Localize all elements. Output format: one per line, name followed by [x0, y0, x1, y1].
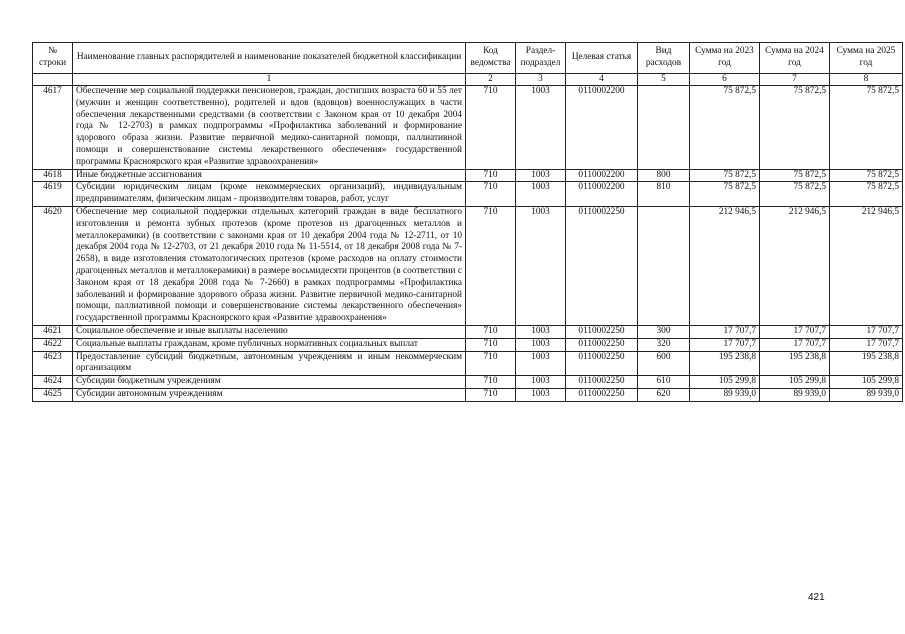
row-sum-2023: 75 872,5: [690, 182, 760, 207]
table-row: [33, 86, 903, 170]
header-section: Раздел-подраздел: [516, 43, 566, 74]
row-sum-2023: 195 238,8: [690, 351, 760, 376]
row-sum-2025: 89 939,0: [830, 388, 903, 401]
table-row: [33, 206, 903, 325]
row-name: Субсидии автономным учреждениям: [73, 388, 466, 401]
row-sum-2025: 75 872,5: [830, 182, 903, 207]
header-target: Целевая статья: [566, 43, 638, 74]
row-sum-2024: 75 872,5: [760, 86, 830, 170]
row-section: 1003: [516, 86, 566, 170]
header-sum-2025: Сумма на 2025 год: [830, 43, 903, 74]
table-row: [33, 182, 903, 207]
header-name: Наименование главных распорядителей и наименование показателей бюджетной классификации: [73, 43, 466, 74]
row-number: 4622: [33, 338, 73, 351]
row-target: 0110002200: [566, 86, 638, 170]
column-number: 7: [760, 74, 830, 86]
row-number: 4621: [33, 325, 73, 338]
row-sum-2023: 75 872,5: [690, 86, 760, 170]
row-target: 0110002250: [566, 351, 638, 376]
row-number: 4623: [33, 351, 73, 376]
row-expense: [638, 86, 690, 170]
row-dept: 710: [466, 206, 516, 325]
row-sum-2025: 17 707,7: [830, 325, 903, 338]
row-number: 4625: [33, 388, 73, 401]
row-number: 4617: [33, 86, 73, 170]
row-target: 0110002200: [566, 182, 638, 207]
row-target: 0110002200: [566, 169, 638, 182]
row-sum-2025: 75 872,5: [830, 169, 903, 182]
row-section: 1003: [516, 388, 566, 401]
page-number: 421: [808, 592, 825, 603]
column-number: 1: [73, 74, 466, 86]
row-dept: 710: [466, 169, 516, 182]
row-sum-2023: 89 939,0: [690, 388, 760, 401]
row-name: Обеспечение мер социальной поддержки отдельных категорий граждан в виде бесплатного изготовления и ремонта зубных протезов (кроме протезов из драгоценных металлов и металлокерамики) (в соответствии с законами края от 10 декабря 2004 года № 12-2711, от 10 декабря 2004 года № 12-2703, от 21 декабря 2010 года № 11-5514, от 18 декабря 2008 года № 7-2658), в виде изготовления стоматологических протезов (кроме расходов на оплату стоимости драгоценных металлов и металлокерамики) в размере восьмидесяти процентов (в соответствии с Законом края от 18 декабря 2008 года № 7-2660) в рамках подпрограммы «Профилактика заболеваний и формирование здорового образа жизни. Развитие первичной медико-санитарной помощи, паллиативной помощи и совершенствование системы лекарственного обеспечения» государственной программы Красноярского края «Развитие здравоохранения»: [73, 206, 466, 325]
column-number: 5: [638, 74, 690, 86]
header-row: [33, 43, 903, 74]
row-sum-2024: 75 872,5: [760, 182, 830, 207]
table-row: [33, 338, 903, 351]
column-number: [33, 74, 73, 86]
row-expense: 620: [638, 388, 690, 401]
column-numbers-row: [33, 74, 903, 86]
row-expense: [638, 206, 690, 325]
row-target: 0110002250: [566, 376, 638, 389]
row-target: 0110002250: [566, 338, 638, 351]
row-number: 4619: [33, 182, 73, 207]
row-section: 1003: [516, 376, 566, 389]
row-name: Социальное обеспечение и иные выплаты населению: [73, 325, 466, 338]
column-number: 8: [830, 74, 903, 86]
column-number: 3: [516, 74, 566, 86]
row-dept: 710: [466, 86, 516, 170]
row-sum-2024: 195 238,8: [760, 351, 830, 376]
row-target: 0110002250: [566, 325, 638, 338]
row-name: Субсидии бюджетным учреждениям: [73, 376, 466, 389]
row-section: 1003: [516, 325, 566, 338]
row-sum-2024: 212 946,5: [760, 206, 830, 325]
row-number: 4624: [33, 376, 73, 389]
row-dept: 710: [466, 338, 516, 351]
row-target: 0110002250: [566, 206, 638, 325]
row-section: 1003: [516, 169, 566, 182]
row-dept: 710: [466, 388, 516, 401]
row-expense: 800: [638, 169, 690, 182]
row-sum-2023: 17 707,7: [690, 325, 760, 338]
row-sum-2023: 212 946,5: [690, 206, 760, 325]
header-row-no: № строки: [33, 43, 73, 74]
row-sum-2024: 75 872,5: [760, 169, 830, 182]
row-dept: 710: [466, 182, 516, 207]
row-number: 4618: [33, 169, 73, 182]
row-sum-2025: 105 299,8: [830, 376, 903, 389]
row-dept: 710: [466, 376, 516, 389]
table-row: [33, 376, 903, 389]
row-expense: 810: [638, 182, 690, 207]
row-name: Иные бюджетные ассигнования: [73, 169, 466, 182]
budget-table-sheet: [32, 42, 899, 402]
row-section: 1003: [516, 182, 566, 207]
header-dept: Код ведомства: [466, 43, 516, 74]
row-expense: 600: [638, 351, 690, 376]
row-expense: 300: [638, 325, 690, 338]
row-name: Обеспечение мер социальной поддержки пенсионеров, граждан, достигших возраста 60 и 55 лет (мужчин и женщин соответственно), родителей и вдов (вдовцов) военнослужащих в части обеспечения лекарственными средствами (в соответствии с Законом края от 10 декабря 2004 года № 12-2703) в рамках подпрограммы «Профилактика заболеваний и формирование здорового образа жизни. Развитие первичной медико-санитарной помощи, паллиативной помощи и совершенствование системы лекарственного обеспечения» государственной программы Красноярского края «Развитие здравоохранения»: [73, 86, 466, 170]
header-sum-2023: Сумма на 2023 год: [690, 43, 760, 74]
row-section: 1003: [516, 338, 566, 351]
column-number: 4: [566, 74, 638, 86]
column-number: 6: [690, 74, 760, 86]
row-sum-2025: 212 946,5: [830, 206, 903, 325]
row-section: 1003: [516, 351, 566, 376]
row-sum-2024: 17 707,7: [760, 338, 830, 351]
row-sum-2024: 105 299,8: [760, 376, 830, 389]
row-name: Социальные выплаты гражданам, кроме публичных нормативных социальных выплат: [73, 338, 466, 351]
row-name: Предоставление субсидий бюджетным, автономным учреждениям и иным некоммерческим организациям: [73, 351, 466, 376]
row-section: 1003: [516, 206, 566, 325]
row-expense: 320: [638, 338, 690, 351]
row-sum-2023: 17 707,7: [690, 338, 760, 351]
row-sum-2025: 195 238,8: [830, 351, 903, 376]
budget-table: [32, 42, 903, 402]
column-number: 2: [466, 74, 516, 86]
row-number: 4620: [33, 206, 73, 325]
row-target: 0110002250: [566, 388, 638, 401]
header-expense: Вид расходов: [638, 43, 690, 74]
table-row: [33, 169, 903, 182]
table-row: [33, 325, 903, 338]
row-sum-2023: 105 299,8: [690, 376, 760, 389]
table-row: [33, 388, 903, 401]
table-row: [33, 351, 903, 376]
row-dept: 710: [466, 351, 516, 376]
row-name: Субсидии юридическим лицам (кроме некоммерческих организаций), индивидуальным предпринимателям, физическим лицам - производителям товаров, работ, услуг: [73, 182, 466, 207]
row-sum-2025: 75 872,5: [830, 86, 903, 170]
row-expense: 610: [638, 376, 690, 389]
row-sum-2023: 75 872,5: [690, 169, 760, 182]
row-sum-2025: 17 707,7: [830, 338, 903, 351]
row-sum-2024: 17 707,7: [760, 325, 830, 338]
row-sum-2024: 89 939,0: [760, 388, 830, 401]
row-dept: 710: [466, 325, 516, 338]
header-sum-2024: Сумма на 2024 год: [760, 43, 830, 74]
